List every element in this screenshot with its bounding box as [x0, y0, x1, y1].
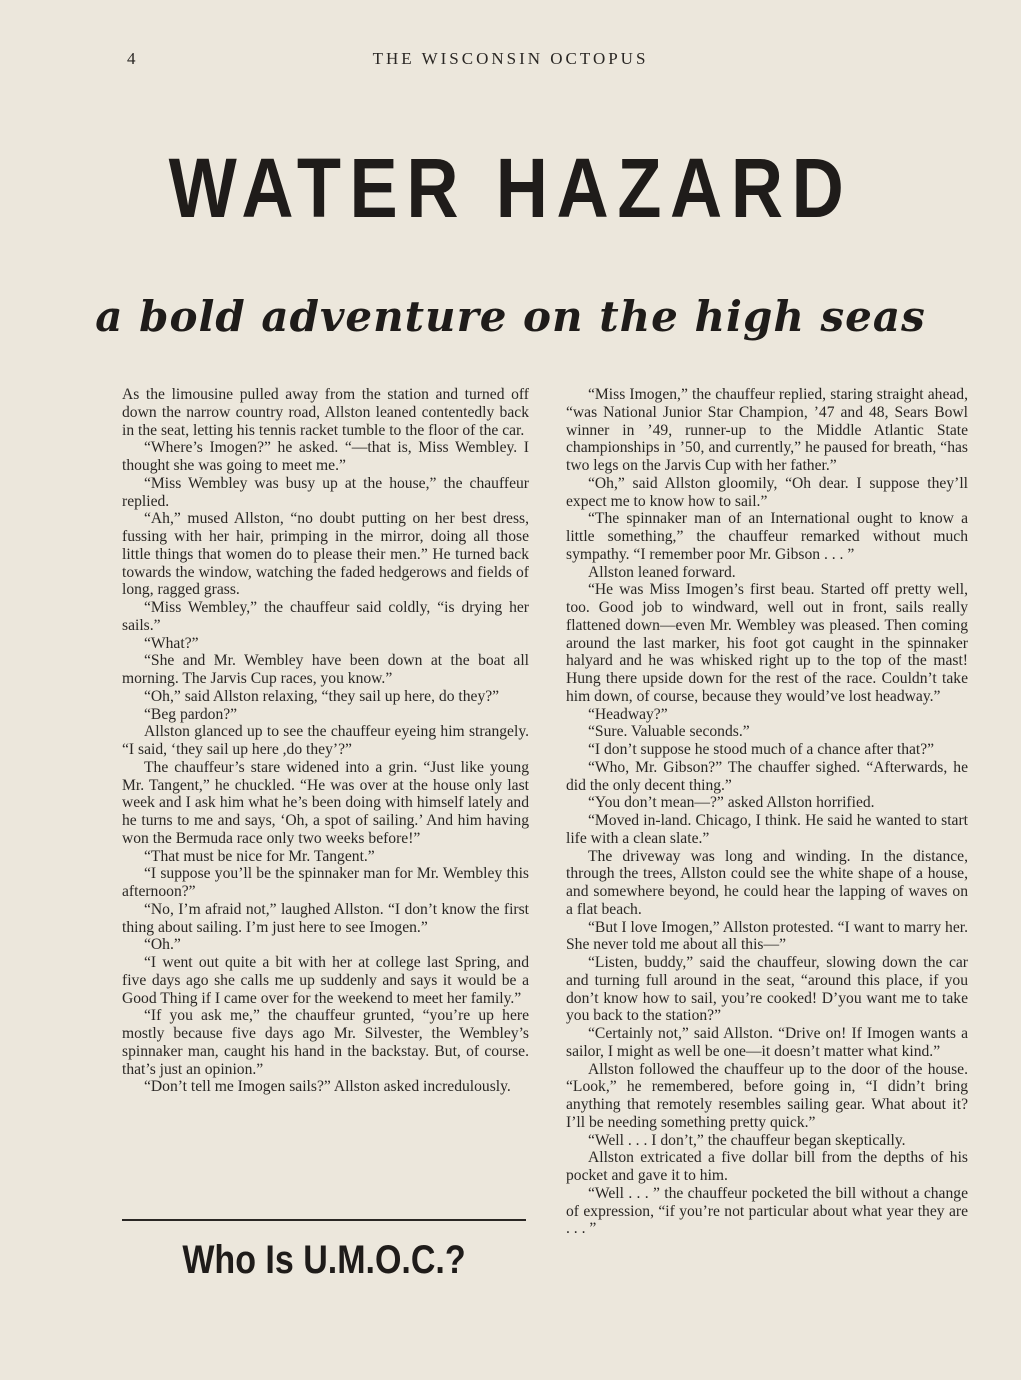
paragraph: “Beg pardon?”: [144, 705, 238, 723]
paragraph: “The spinnaker man of an International ought to know a little something,” the chauffeur remarked without much sympathy. “I remember poor Mr. Gibson . . . ”: [566, 510, 968, 563]
paragraph: “Where’s Imogen?” he asked. “—that is, Miss Wembley. I thought she was going to meet me.”: [122, 439, 529, 474]
paragraph: “Listen, buddy,” said the chauffeur, slowing down the car and turning full around in the seat, “around this place, if you don’t know how to sail, you’re cooked! D’you want me to take you back to the station?”: [566, 954, 968, 1025]
paragraph: “Headway?”: [588, 705, 668, 723]
paragraph: “You don’t mean—?” asked Allston horrified.: [588, 794, 875, 812]
paragraph: “She and Mr. Wembley have been down at the boat all morning. The Jarvis Cup races, you know.”: [122, 652, 529, 687]
paragraph: “Well . . . ” the chauffeur pocketed the bill without a change of expression, “if you’re not particular about what year they are . . . ”: [566, 1184, 968, 1238]
paragraph: “Moved in-land. Chicago, I think. He said he wanted to start life with a clean slate.”: [566, 812, 968, 847]
running-head: THE WISCONSIN OCTOPUS: [372, 49, 649, 68]
article-subtitle: a bold adventure on the high seas: [95, 292, 926, 341]
paragraph: “Oh,” said Allston relaxing, “they sail up here, do they?”: [144, 687, 500, 705]
left-column: [122, 386, 529, 1096]
paragraph: “Oh,” said Allston gloomily, “Oh dear. I suppose they’ll expect me to know how to sail.”: [566, 474, 968, 510]
paragraph: “He was Miss Imogen’s first beau. Started off pretty well, too. Good job to windward, well out in front, sails really flattened down—even Mr. Wembley was pleased. Then coming around the last marker, his foot got caught in the spinnaker halyard and he was whisked right up to the top of the mast! Hung there upside down for the rest of the race. Couldn’t take him down, of course, because they would’ve lost headway.”: [566, 581, 968, 705]
paragraph: “Well . . . I don’t,” the chauffeur began skeptically.: [588, 1131, 906, 1149]
paragraph: “What?”: [144, 634, 199, 652]
right-column: [566, 386, 968, 1238]
page-number: 4: [127, 49, 136, 68]
article-title: WATER HAZARD: [168, 141, 853, 235]
paragraph: The driveway was long and winding. In the distance, through the trees, Allston could see the white shape of a house, and somewhere beyond, he could hear the lapping of waves on a flat beach.: [566, 847, 968, 918]
paragraph: “Miss Imogen,” the chauffeur replied, staring straight ahead, “was National Junior Star Champion, ’47 and 48, Sears Bowl winner in ’49, runner-up to the Middle Atlantic State championships in ’50, and currently,” he paused for breath, “has two legs on the Jarvis Cup with her father.”: [566, 386, 968, 474]
paragraph: “I suppose you’ll be the spinnaker man for Mr. Wembley this afternoon?”: [122, 865, 529, 900]
paragraph: “That must be nice for Mr. Tangent.”: [144, 847, 375, 865]
paragraph: “I went out quite a bit with her at college last Spring, and five days ago she calls me up suddenly and says it would be a Good Thing if I came over for the weekend to meet her family.”: [122, 954, 529, 1007]
paragraph: Allston glanced up to see the chauffeur eyeing him strangely. “I said, ‘they sail up here ,do they’?”: [122, 723, 529, 758]
paragraph: “Ah,” mused Allston, “no doubt putting on her best dress, fussing with her hair, primping in the mirror, doing all those little things that women do to please their men.” He turned back towards the window, watching the faded hedgerows and fields of long, ragged grass.: [122, 510, 529, 599]
paragraph: “I don’t suppose he stood much of a chance after that?”: [588, 741, 935, 758]
paragraph: “Don’t tell me Imogen sails?” Allston asked incredulously.: [144, 1078, 511, 1096]
paragraph: “Certainly not,” said Allston. “Drive on! If Imogen wants a sailor, I might as well be one—it doesn’t matter what kind.”: [566, 1025, 968, 1060]
paragraph: “No, I’m afraid not,” laughed Allston. “I don’t know the first thing about sailing. I’m just here to see Imogen.”: [122, 900, 529, 936]
paragraph: Allston followed the chauffeur up to the door of the house. “Look,” he remembered, before going in, “I didn’t bring anything that remotely resembles sailing gear. What about it? I’ll be needing something pretty quick.”: [566, 1060, 968, 1131]
paragraph: “Who, Mr. Gibson?” The chauffer sighed. “Afterwards, he did the only decent thing.”: [566, 758, 968, 794]
paragraph: “Miss Wembley was busy up at the house,” the chauffeur replied.: [122, 474, 529, 510]
paragraph: The chauffeur’s stare widened into a grin. “Just like young Mr. Tangent,” he chuckled. “He was over at the house only last week and I ask him what he’s been doing with himself lately and he turns to me and says, ‘Oh, a spot of sailing.’ And him having won the Bermuda race only two weeks before!”: [122, 758, 529, 847]
ad-headline: Who Is U.M.O.C.?: [182, 1238, 466, 1282]
paragraph: Allston leaned forward.: [588, 563, 736, 581]
paragraph: “Oh.”: [144, 936, 181, 954]
paragraph: Allston extricated a five dollar bill from the depths of his pocket and gave it to him.: [566, 1149, 968, 1184]
paragraph: As the limousine pulled away from the station and turned off down the narrow country road, Allston leaned contentedly back in the seat, letting his tennis racket tumble to the floor of the car.: [122, 386, 529, 439]
paragraph: “If you ask me,” the chauffeur grunted, “you’re up here mostly because five days ago Mr. Silvester, the Wembley’s spinnaker man, caught his hand in the backstay. But, of course. that’s just an opinion.”: [122, 1007, 529, 1078]
paragraph: “Sure. Valuable seconds.”: [588, 723, 750, 741]
paragraph: “Miss Wembley,” the chauffeur said coldly, “is drying her sails.”: [122, 599, 529, 634]
paragraph: “But I love Imogen,” Allston protested. “I want to marry her. She never told me about all this—”: [566, 918, 968, 954]
divider: [122, 1219, 526, 1221]
